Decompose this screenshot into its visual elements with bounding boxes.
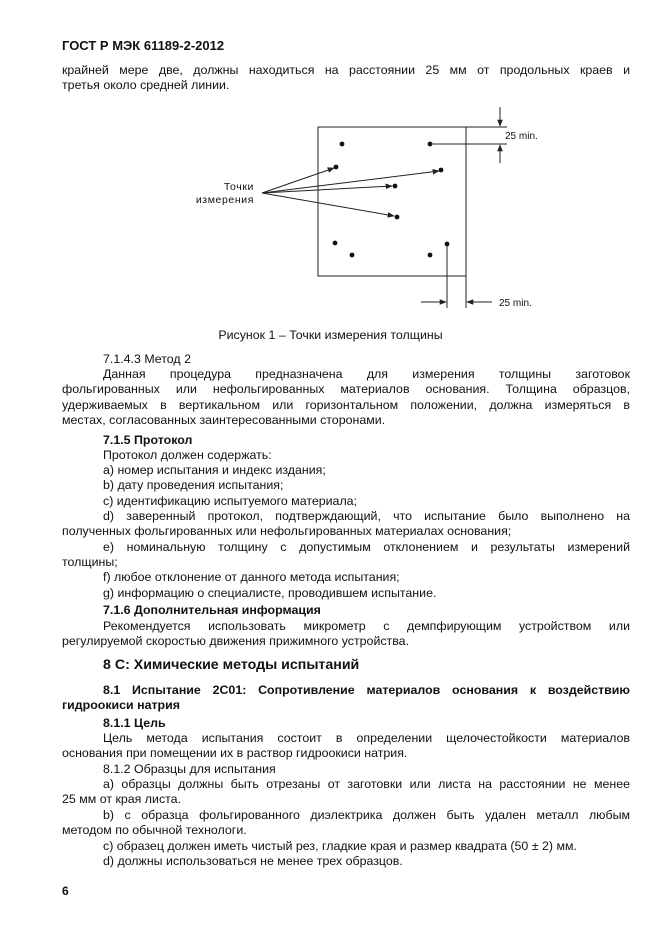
list-item: а) образцы должны быть отрезаны от заготовки или листа на расстоянии не менее xyxy=(103,777,630,791)
paragraph-line: фольгированных или нефольгированных материалов основания. Толщина образцов, xyxy=(62,382,630,396)
list-item: с) идентификацию испытуемого материала; xyxy=(103,494,358,508)
paragraph-line: местах, согласованных заинтересованными сторонами. xyxy=(62,413,386,427)
paragraph-line: регулируемой скоростью движения прижимного устройства. xyxy=(62,634,410,648)
list-item: е) номинальную толщину с допустимым отклонением и результаты измерений xyxy=(103,540,630,554)
list-item: g) информацию о специалисте, проводившем испытание. xyxy=(103,586,437,600)
section-8-heading: 8 С: Химические методы испытаний xyxy=(103,657,360,673)
figure-caption: Рисунок 1 – Точки измерения толщины xyxy=(218,328,443,342)
measure-point xyxy=(439,168,444,173)
measure-point xyxy=(395,215,400,220)
section-8-1-1-heading: 8.1.1 Цель xyxy=(103,716,166,730)
paragraph-line: Протокол должен содержать: xyxy=(103,448,272,462)
paragraph-line: Цель метода испытания состоит в определении щелочестойкости материалов xyxy=(103,731,630,745)
paragraph-line: Данная процедура предназначена для измерения толщины заготовок xyxy=(103,367,630,381)
list-item-cont: полученных фольгированных или нефольгированных материалах основания; xyxy=(62,524,512,538)
section-7-1-4-3-heading: 7.1.4.3 Метод 2 xyxy=(103,352,191,366)
specimen-outline xyxy=(318,127,466,276)
section-7-1-5-heading: 7.1.5 Протокол xyxy=(103,433,193,447)
page-number: 6 xyxy=(62,884,69,898)
section-8-1-2-heading: 8.1.2 Образцы для испытания xyxy=(103,762,276,776)
list-item: d) должны использоваться не менее трех образцов. xyxy=(103,854,403,868)
list-item: b) дату проведения испытания; xyxy=(103,478,284,492)
list-item-cont: методом по обычной технологи. xyxy=(62,823,247,837)
list-item-cont: толщины; xyxy=(62,555,118,569)
dimension-right-label: 25 min. xyxy=(499,298,532,309)
list-item: b) с образца фольгированного диэлектрика должен быть удален металл любым xyxy=(103,808,630,822)
figure-label-line-2: измерения xyxy=(195,194,254,206)
document-header: ГОСТ Р МЭК 61189-2-2012 xyxy=(62,38,225,53)
list-item: с) образец должен иметь чистый рез, гладкие края и размер квадрата (50 ± 2) мм. xyxy=(103,839,577,853)
list-item: d) заверенный протокол, подтверждающий, что испытание было выполнено на xyxy=(103,509,630,523)
list-item: а) номер испытания и индекс издания; xyxy=(103,463,326,477)
measure-point xyxy=(350,253,355,258)
intro-line-1: крайней мере две, должны находиться на расстоянии 25 мм от продольных краев и xyxy=(62,63,630,77)
dimension-top-label: 25 min. xyxy=(505,131,538,142)
measure-point xyxy=(334,165,339,170)
measure-point xyxy=(340,142,345,147)
section-8-1-heading: 8.1 Испытание 2С01: Сопротивление материалов основания к воздействию xyxy=(103,683,630,697)
figure-measurement-points xyxy=(0,0,661,330)
paragraph-line: Рекомендуется использовать микрометр с демпфирующим устройством или xyxy=(103,619,630,633)
list-item-cont: 25 мм от края листа. xyxy=(62,792,182,806)
section-8-1-heading-cont: гидроокиси натрия xyxy=(62,698,180,712)
paragraph-line: удерживаемых в вертикальном или горизонтальном положении, должна измеряться в xyxy=(62,398,630,412)
figure-label-line-1: Точки xyxy=(223,181,254,193)
measure-point xyxy=(428,253,433,258)
measure-point xyxy=(393,184,398,189)
intro-line-2: третья около средней линии. xyxy=(62,78,230,92)
section-7-1-6-heading: 7.1.6 Дополнительная информация xyxy=(103,603,321,617)
leader-arrow xyxy=(262,186,392,193)
measure-point xyxy=(333,241,338,246)
list-item: f) любое отклонение от данного метода испытания; xyxy=(103,570,400,584)
paragraph-line: основания при помещении их в раствор гидроокиси натрия. xyxy=(62,746,408,760)
leader-arrow xyxy=(262,193,394,216)
leader-arrow xyxy=(262,171,439,193)
